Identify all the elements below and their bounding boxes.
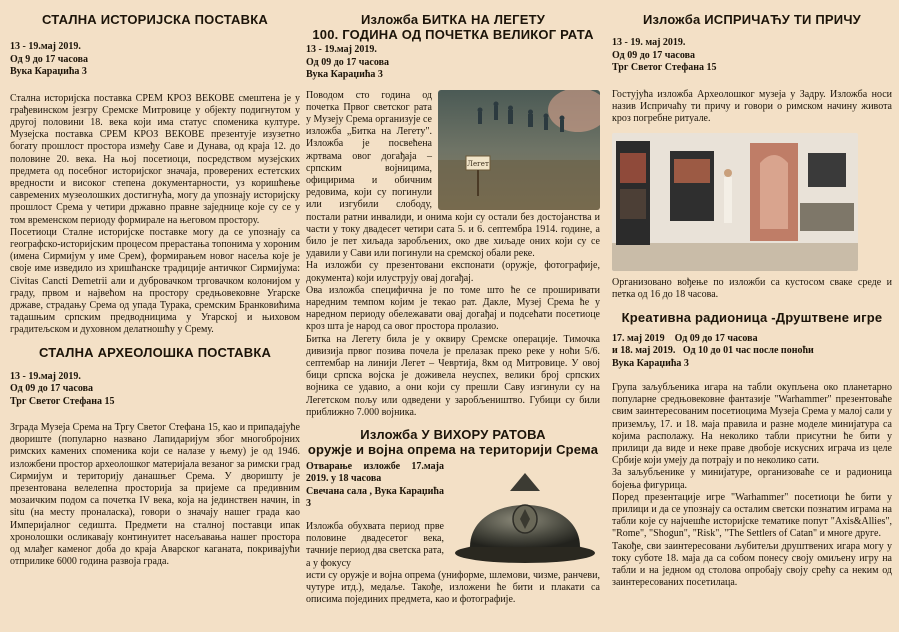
leget-paragraph-4: Битка на Легету била је у оквиру Сремске операције. Тимочка дивизија првог позива почела је прелазак преко реке у ноћи 5/6. септембар на линији Легет – Чевртија, 8км од Митровице. У овој бици српска војска је доживела неуспех, велики број српских војника се удавио, а они који су прешли Саву изгинули су на Легетском пољу или одведени у заробљеништво. Губици су били приближно 7.000 војника. [306, 333, 600, 418]
history-time: Од 9 до 17 часова [10, 53, 88, 65]
exhibition-hall-image [612, 133, 858, 271]
permanent-history-title: СТАЛНА ИСТОРИЈСКА ПОСТАВКА [42, 12, 268, 27]
battle-diorama-photo [438, 90, 600, 210]
leget-title: Изложба БИТКА НА ЛЕГЕТУ [361, 12, 545, 27]
workshop-paragraph-2: За заљубљенике у минијатуре, организоваће се и радионица бојења фигурица. [612, 467, 892, 491]
workshop-date-1: 17. мај 2019 [612, 332, 665, 344]
story-paragraph-2: Организовано вођење по изложби са кустосом сваке среде и петка од 16 до 18 часова. [612, 277, 892, 301]
workshop-paragraph-1: Група заљубљеника игара на табли окупљена око планетарно популарне средњовековне фантазије "Warhammer" презентоваће свим заинтересованим посетиоцима Музеја Срема у малој сали у приземљу, 17. и 18. маја правила и разне моделе минијатура са којима располажу. На неколико табли присутни ће бити у прилици да виде и неке праве двобоје искусних играча из целе Србије који умеју да потраjу и по неколико сати. [612, 382, 892, 467]
column-middle [306, 0, 600, 632]
history-date: 13 - 19.мај 2019. [10, 41, 81, 52]
history-place: Вука Караџића 3 [10, 66, 87, 77]
storm-place: Свечана сала , Вука Караџића 3 [306, 485, 444, 510]
column-right [612, 0, 892, 632]
battle-diorama-image [438, 90, 600, 210]
story-date: 13 - 19. мај 2019. [612, 37, 686, 48]
workshop-schedule-2 [612, 345, 892, 358]
permanent-archaeology-title: СТАЛНА АРХЕОЛОШКА ПОСТАВКА [38, 344, 272, 360]
column-left [10, 0, 300, 632]
leget-paragraph-1: Поводом сто година од почетка Првог светског рата у Музеју Срема организује се изложба „Битка на Легету". Изложба је посвећена жртвама овог догађаја – српским војницима, официрима и обичним редовима, који су погинули или изгубили слободу, постали ратни инвалиди, и онима који су остали без достојанства и части у току двадесет четири сата 5. и 6. септембра 1914. године, а било је пет хиљада заробљених, око две хиљаде оних који су се удавили у Сави или погинули на сремској обали реке. [306, 89, 600, 260]
leget-date: 13 - 19.мај 2019. [306, 44, 377, 55]
leget-paragraph-2: На изложби су презентовани експонати (оружје, фотографије, документа) који илуструју овај догађај. [306, 260, 600, 284]
workshop-paragraph-4: Такође, сви заинтересовани љубитељи друштвених игара могу у току суботе 18. маја да са собом понесу своју омиљену игру на табли и на једном од столова опробају своју срећу са неким од заинтересованих посетилаца. [612, 540, 892, 589]
workshop-place: Вука Караџића 3 [612, 357, 689, 369]
exhibition-hall-photo [612, 133, 858, 271]
archaeology-date: 13 - 19.мај 2019. [10, 370, 81, 382]
helmet-image [450, 461, 600, 569]
leget-time: Од 09 до 17 часова [306, 56, 389, 68]
storm-opening: Отварање изложбе 17.маја 2019. у 18 часова [306, 460, 444, 485]
storm-of-wars-title: Изложба У ВИХОРУ РАТОВА [360, 426, 546, 442]
story-title: Изложба ИСПРИЧАЋУ ТИ ПРИЧУ [643, 12, 861, 27]
leget-place: Вука Караџића 3 [306, 69, 383, 80]
storm-paragraph-2: исти су оружје и војна опрема (униформе, шлемови, чизме, ранчеви, чутуре итд.), медаље. Такође, изложени ће бити и плакати са описима појединих предмета, као и фотографије. [306, 569, 600, 606]
leget-subtitle: 100. ГОДИНА ОД ПОЧЕТКА ВЕЛИКОГ РАТА [312, 27, 594, 42]
workshop-time-1: Од 09 до 17 часова [674, 332, 758, 344]
storm-of-wars-subtitle: оружје и војна опрема на територији Срема [307, 441, 599, 457]
story-time: Од 09 до 17 часова [612, 49, 695, 61]
story-place: Трг Светог Стефана 15 [612, 62, 717, 73]
workshop-schedule-1 [612, 333, 892, 346]
leget-paragraph-3: Ова изложба специфична је по томе што ће се проширивати наредним темпом којим је текао рат. Дакле, Музеј Срема ће у наредном периоду обележавати овај догађај и подсећати посетиоце кроз шта је народ са овог простора пролазио. [306, 284, 600, 333]
military-helmet-photo [450, 461, 600, 569]
history-paragraph-2: Посетиоци Сталне историјске поставке могу да се упознају са географско-историјским процесом прерастања топонима у хороним (имена Сирмијум у име Срем), формирањем новог насеља које је своје име изведило из хришћанске традиције античког Сирмијума: Civitas Cancti Demetrii али и дубровачком трговачком колонијом у граду, првом и највећом на простору средњовековне Угарске државе, страдању Срема од упада Турака, сремским Бранковићима тадашњим српским предводницима у Угарској и њиховом градитељском и духовном делатношћу у Срему. [10, 226, 300, 336]
archaeology-time: Од 09 до 17 часова [10, 383, 93, 395]
story-paragraph-1: Гостујућа изложба Археолошког музеја у Задру. Изложба носи назив Испричаћу ти причу и говори о римском начину живота кроз погребне ритуале. [612, 88, 892, 124]
workshop-time-2: Од 10 до 01 час после поноћи [682, 345, 814, 357]
workshop-title: Креативна радионица -Друштвене игре [621, 309, 883, 325]
workshop-date-2: и 18. мај 2019. [612, 345, 676, 357]
workshop-paragraph-3: Поред презентације игре "Warhammer" посетиоци ће бити у прилици и да се упознају са осталим светски познатим играма на табли које су најчешће историјске тематике попут "Axis&Allies", "Rome", "Shogun", "Risk", "The Settlers of Catan" и многе друге. [612, 491, 892, 540]
leget-sign-label: Легет [467, 159, 489, 168]
archaeology-place: Трг Светог Стефана 15 [10, 395, 115, 407]
history-paragraph-1: Стална историјска поставка СРЕМ КРОЗ ВЕКОВЕ смештена је у грађевинском језгру Сремске Митровице у објекту подигнутом у другој половини 18. века који има статус споменика културе. Музејска поставка СРЕМ КРОЗ ВЕКОВЕ презентује изузетно богату прошлост простора између Саве и Дунава, од краја 12. до половине 20. века. На њој посетиоци, посредством музејских предмета од посебног историјског значаја, проверених естетских вредности и високог степена документарности, уз коришћење савремених музеолошких достигнућа, могу да упознају историјску прошлост Срема у четири државно правне заједнице које су се у том временском периоду формирале на његовом простору. [10, 92, 300, 226]
archaeology-paragraph: Зграда Музеја Срема на Тргу Светог Стефана 15, као и припадајуће двориште (популарно названо Лапидаријум због многобројних римских камених споменика који се налазе у њему) је од 1946. изложбени простор археолошког материјала везаног за римски град Сирмијум и територију данашњег Срема. У дворишту је презентована велелепна просторија за пријеме са предивним мозаичким подом са почетка IV века, која на јединствен начин, in situ (на месту проналаска), говори о значају нашег града као Империјалног седишта. Предмети на сталној поставци ипак хронолошки осликавају континуитет насељавања нашег простора од млађег каменог доба до краја Аварског каганата, покривајући отприлике 6000 година развоја града. [10, 422, 300, 568]
storm-paragraph-1: Изложба обухвата период прве половине двадесетог века, тачније период два светска рата, а у фокусу [306, 520, 444, 569]
